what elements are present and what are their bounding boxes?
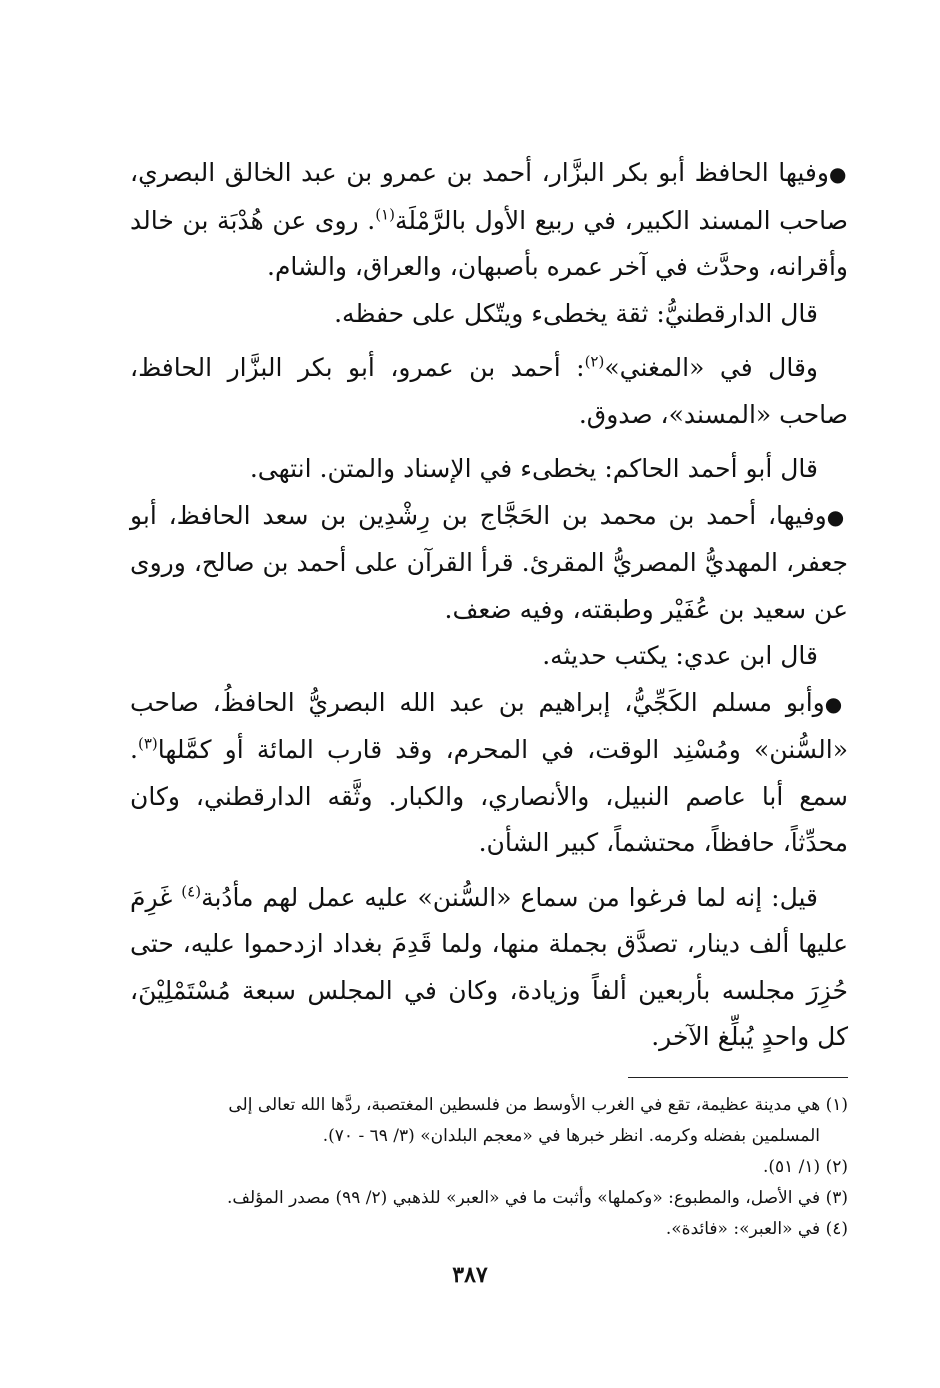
- paragraph-text: قيل: إنه لما فرغوا من سماع «السُّنن» عليه عمل لهم مأدُبة: [201, 882, 818, 912]
- main-text: [130, 150, 848, 1061]
- footnote-reference: (٢): [584, 352, 605, 371]
- paragraph: [130, 150, 848, 291]
- paragraph-text: قال ابن عدي: يكتب حديثه.: [542, 641, 818, 670]
- paragraph-text: وفيها الحافظ أبو بكر البزَّار، أحمد بن عمرو بن عبد الخالق البصري، صاحب المسند الكبير، في ربيع الأول بالرَّمْلَة: [130, 158, 849, 235]
- bullet-icon: ●: [828, 162, 848, 186]
- paragraph-text: قال الدارقطنيُّ: ثقة يخطىء ويتّكل على حفظه.: [334, 298, 818, 328]
- paragraph-text: . روى عن هُدْبَة بن خالد وأقرانه، وحدَّث في آخر عمره بأصبهان، والعراق، والشام.: [130, 205, 848, 281]
- footnote-reference: (١): [375, 205, 395, 224]
- paragraph-text: قال أبو أحمد الحاكم: يخطىء في الإسناد والمتن. انتهى.: [249, 454, 818, 483]
- paragraph-text: وفيها، أحمد بن محمد بن الحَجَّاج بن رِشْدِين بن سعد الحافظ، أبو جعفر، المهديُّ المصريُّ المقرئ. قرأ القرآن على أحمد بن صالح، وروى عن سعيد بن عُفَيْر وطبقته، وفيه ضعف.: [130, 500, 848, 624]
- footnote: (١) هي مدينة عظيمة، تقع في الغرب الأوسط من فلسطين المغتصبة، ردَّها الله تعالى إلى: [228, 1094, 848, 1115]
- paragraph: [130, 633, 848, 680]
- paragraph-text: وقال في «المغني»: [604, 353, 818, 382]
- paragraph: [130, 291, 848, 338]
- paragraph-text: غَرِمَ عليها ألف دينار، تصدَّق بجملة منها، ولما قَدِمَ بغداد ازدحموا عليه، حتى حُزِرَ مجلسه بأربعين ألفاً وزيادة، وكان في المجلس سبعة مُسْتَمْلِيْنَ، كل واحدٍ يُبلِّغ الآخر.: [130, 882, 848, 1051]
- paragraph: [130, 680, 848, 867]
- paragraph: [130, 345, 848, 438]
- footnote-continuation: المسلمين بفضله وكرمه. انظر خبرها في «معجم البلدان» (٣/ ٦٩ - ٧٠).: [322, 1125, 820, 1146]
- paragraph: [130, 875, 848, 1061]
- footnote: (٣) في الأصل، والمطبوع: «وكملها» وأثبت ما في «العبر» للذهبي (٢/ ٩٩) مصدر المؤلف.: [227, 1187, 848, 1208]
- paragraph-text: . سمع أبا عاصم النبيل، والأنصاري، والكبار. وثَّقه الدارقطني، وكان محدِّثاً، حافظاً، محتشماً، كبير الشأن.: [130, 735, 848, 857]
- footnote-reference: (٤): [181, 882, 202, 901]
- page-number: ٣٨٧: [452, 1262, 488, 1288]
- paragraph: [130, 493, 848, 634]
- footnote: (٤) في «العبر»: «فائدة».: [665, 1218, 848, 1239]
- footnote: (٢) (١/ ٥١).: [762, 1156, 848, 1177]
- footnote-separator: [628, 1077, 848, 1078]
- bullet-icon: ●: [826, 504, 848, 529]
- paragraph-text: : أحمد بن عمرو، أبو بكر البزَّار الحافظ، صاحب «المسند»، صدوق.: [130, 353, 848, 429]
- bullet-icon: ●: [824, 691, 848, 716]
- paragraph: [130, 446, 848, 493]
- footnotes: [130, 1090, 848, 1245]
- footnote-reference: (٣): [137, 734, 158, 753]
- paragraph-text: وأبو مسلم الكَجِّيُّ، إبراهيم بن عبد الله البصريُّ الحافظُ، صاحب «السُّنن» ومُسْنِد الوقت، في المحرم، وقد قارب المائة أو كمَّلها: [130, 687, 848, 764]
